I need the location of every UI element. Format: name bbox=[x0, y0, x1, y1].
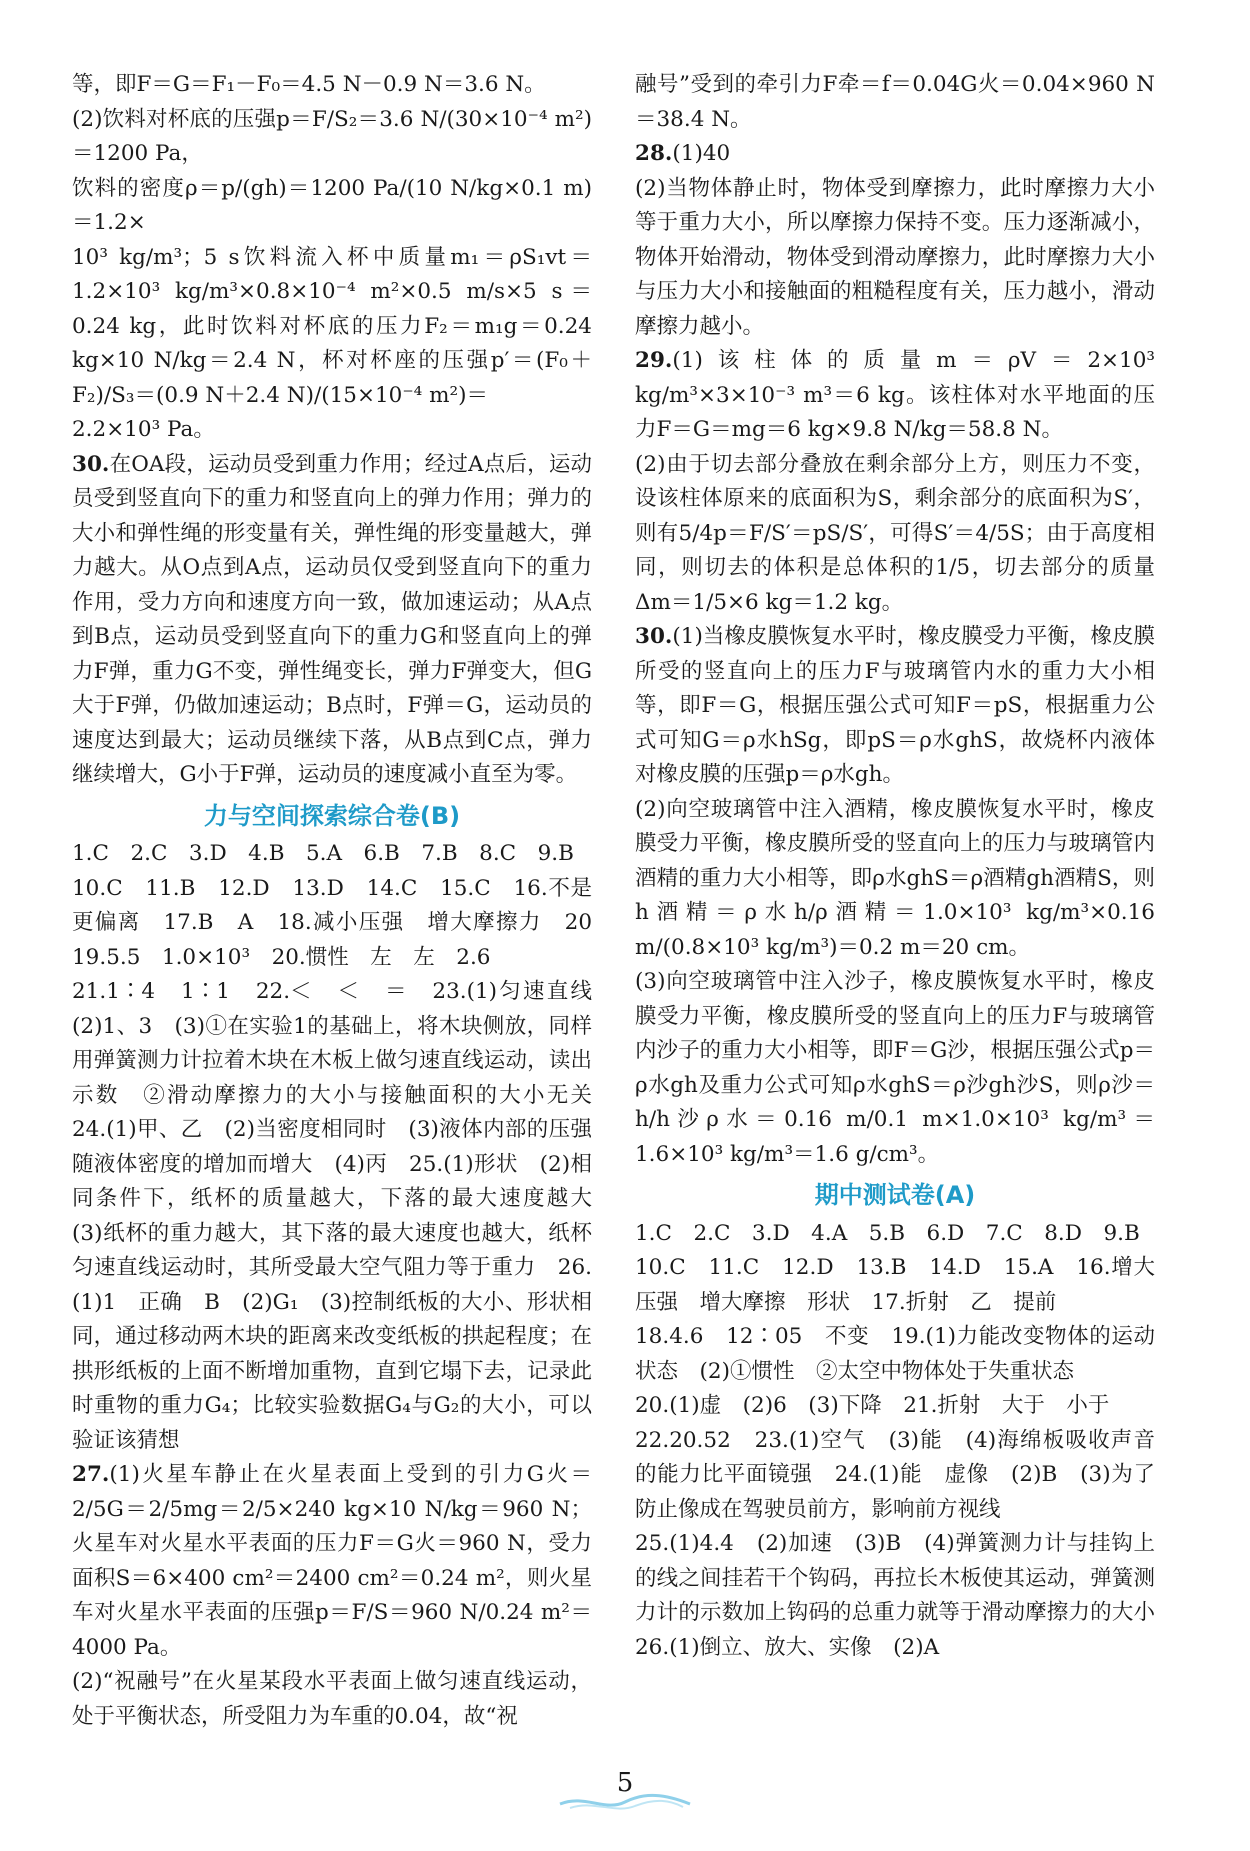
left-para-10 bbox=[72, 1458, 592, 1665]
right-para-7: (3)向空玻璃管中注入沙子，橡皮膜恢复水平时，橡皮膜受力平衡，橡皮膜所受的竖直向上的压力F与玻璃管内沙子的重力大小相等，即F＝G沙，根据压强公式p＝ρ水gh及重力公式可知ρ水ghS＝ρ沙gh沙S，则ρ沙＝h/h沙ρ水＝0.16 m/0.1 m×1.0×10³ kg/m³＝1.6×10³ kg/m³＝1.6 g/cm³。 bbox=[635, 969, 1155, 1167]
right-para-13: 22.20.52 23.(1)空气 (3)能 (4)海绵板吸收声音的能力比平面镜强 24.(1)能 虚像 (2)B (3)为了防止像成在驾驶员前方，影响前方视线 bbox=[635, 1427, 1155, 1522]
question-number: 29. bbox=[635, 348, 673, 373]
right-para-9: 1.C 2.C 3.D 4.A 5.B 6.D 7.C 8.D 9.B bbox=[635, 1220, 1140, 1246]
answer-text: (1)当橡皮膜恢复水平时，橡皮膜受力平衡，橡皮膜所受的竖直向上的压力F与玻璃管内水的重力大小相等，即F＝G，根据压强公式可知F＝pS，根据重力公式可知G＝ρ水hSg，即pS＝ρ水ghS，故烧杯内液体对橡皮膜的压强p＝ρ水gh。 bbox=[635, 624, 1155, 787]
right-para-12: 20.(1)虚 (2)6 (3)下降 21.折射 大于 小于 bbox=[635, 1393, 1110, 1418]
left-para-8: 10.C 11.B 12.D 13.D 14.C 15.C 16.不是 更偏离 17.B A 18.减小压强 增大摩擦力 20 19.5.5 1.0×10³ 20.惯性 左 左 2.6 bbox=[72, 875, 614, 970]
section-heading: 力与空间探索综合卷(B) bbox=[203, 801, 461, 830]
left-para-7: 1.C 2.C 3.D 4.B 5.A 6.B 7.B 8.C 9.B bbox=[72, 841, 574, 866]
answer-text: (1)40 bbox=[672, 141, 731, 166]
left-para-3: 10³ kg/m³；5 s饮料流入杯中质量m₁＝ρS₁vt＝1.2×10³ kg/m³×0.8×10⁻⁴ m²×0.5 m/s×5 s＝0.24 kg，此时饮料对杯底的压力F₂＝m₁g＝0.24 kg×10 N/kg＝2.4 N，杯对杯座的压强p′＝(F₀＋F₂)/S₃＝(0.9 N＋2.4 N)/(15×10⁻⁴ m²)＝ bbox=[72, 244, 592, 408]
page-number bbox=[585, 1762, 665, 1814]
question-number: 30. bbox=[72, 451, 110, 477]
left-para-5 bbox=[72, 448, 592, 793]
page-number-text: 5 bbox=[616, 1768, 634, 1798]
right-para-2: (2)当物体静止时，物体受到摩擦力，此时摩擦力大小等于重力大小，所以摩擦力保持不变。压力逐渐减小，物体开始滑动，物体受到滑动摩擦力，此时摩擦力大小与压力大小和接触面的粗糙程度有关，压力越小，滑动摩擦力越小。 bbox=[635, 175, 1155, 339]
right-column bbox=[635, 68, 1177, 1665]
right-para-3 bbox=[635, 344, 1155, 448]
answer-text: (1)火星车静止在火星表面上受到的引力G火＝2/5G＝2/5mg＝2/5×240 kg×10 N/kg＝960 N；火星车对火星水平表面的压力F＝G火＝960 N，受力面积S＝6×400 cm²＝2400 cm²＝0.24 m²，则火星车对火星水平表面的压强p＝F/S＝960 N/0.24 m²＝4000 Pa。 bbox=[72, 1462, 592, 1660]
right-para-6: (2)向空玻璃管中注入酒精，橡皮膜恢复水平时，橡皮膜受力平衡，橡皮膜所受的竖直向上的压力与玻璃管内酒精的重力大小相等，即ρ水ghS＝ρ酒精gh酒精S，则h酒精＝ρ水h/ρ酒精＝1.0×10³ kg/m³×0.16 m/(0.8×10³ kg/m³)＝0.2 m＝20 cm。 bbox=[635, 796, 1155, 960]
right-para-11: 18.4.6 12∶05 不变 19.(1)力能改变物体的运动状态 (2)①惯性 ②太空中物体处于失重状态 bbox=[635, 1324, 1155, 1384]
left-para-2: 饮料的密度ρ＝p/(gh)＝1200 Pa/(10 N/kg×0.1 m)＝1.2× bbox=[72, 175, 592, 235]
question-number: 28. bbox=[635, 141, 673, 166]
question-number: 30. bbox=[635, 624, 673, 649]
answer-text: (1)该柱体的质量m＝ρV＝2×10³ kg/m³×3×10⁻³ m³＝6 kg。该柱体对水平地面的压力F＝G＝mg＝6 kg×9.8 N/kg＝58.8 N。 bbox=[635, 348, 1155, 442]
left-para-0: 等，即F＝G＝F₁－F₀＝4.5 N－0.9 N＝3.6 N。 bbox=[72, 72, 546, 97]
right-para-1 bbox=[635, 137, 1155, 172]
right-para-4: (2)由于切去部分叠放在剩余部分上方，则压力不变，设该柱体原来的底面积为S，剩余部分的底面积为S′，则有5/4p＝F/S′＝pS/S′，可得S′＝4/5S；由于高度相同，则切去的体积是总体积的1/5，切去部分的质量Δm＝1/5×6 kg＝1.2 kg。 bbox=[635, 451, 1155, 615]
question-number: 27. bbox=[72, 1462, 110, 1487]
left-para-11: (2)“祝融号”在火星某段水平表面上做匀速直线运动，处于平衡状态，所受阻力为车重的0.04，故“祝 bbox=[72, 1669, 592, 1729]
right-para-5 bbox=[635, 620, 1155, 793]
right-para-10: 10.C 11.C 12.D 13.B 14.D 15.A 16.增大压强 增大摩擦 形状 17.折射 乙 提前 bbox=[635, 1255, 1155, 1315]
answer-text: 在OA段，运动员受到重力作用；经过A点后，运动员受到竖直向下的重力和竖直向上的弹力作用；弹力的大小和弹性绳的形变量有关，弹性绳的形变量越大，弹力越大。从O点到A点，运动员仅受到竖直向下的重力作用，受力方向和速度方向一致，做加速运动；从A点到B点，运动员受到竖直向下的重力G和竖直向上的弹力F弹，重力G不变，弹性绳变长，弹力F弹变大，但G大于F弹，仍做加速运动；B点时，F弹＝G，运动员的速度达到最大；运动员继续下落，从B点到C点，弹力继续增大，G小于F弹，运动员的速度减小直至为零。 bbox=[72, 451, 592, 787]
right-para-0: 融号”受到的牵引力F牵＝f＝0.04G火＝0.04×960 N＝38.4 N。 bbox=[635, 72, 1155, 132]
left-para-1: (2)饮料对杯底的压强p＝F/S₂＝3.6 N/(30×10⁻⁴ m²)＝1200 Pa， bbox=[72, 106, 592, 166]
left-column bbox=[72, 68, 614, 1734]
left-para-9: 21.1∶4 1∶1 22.＜ ＜ ＝ 23.(1)匀速直线 (2)1、3 (3)①在实验1的基础上，将木块侧放，同样用弹簧测力计拉着木块在木板上做匀速直线运动，读出示数 ②滑动摩擦力的大小与接触面积的大小无关 24.(1)甲、乙 (2)当密度相同时 (3)液体内部的压强随液体密度的增加而增大 (4)丙 25.(1)形状 (2)相同条件下，纸杯的质量越大，下落的最大速度越大 (3)纸杯的重力越大，其下落的最大速度也越大，纸杯匀速直线运动时，其所受最大空气阻力等于重力 26.(1)1 正确 B (2)G₁ (3)控制纸板的大小、形状相同，通过移动两木块的距离来改变纸板的拱起程度；在拱形纸板的上面不断增加重物，直到它塌下去，记录此时重物的重力G₄；比较实验数据G₄与G₂的大小，可以验证该猜想 bbox=[72, 979, 614, 1453]
left-para-4: 2.2×10³ Pa。 bbox=[72, 417, 215, 442]
section-heading: 期中测试卷(A) bbox=[814, 1181, 976, 1209]
right-para-14: 25.(1)4.4 (2)加速 (3)B (4)弹簧测力计与挂钩上的线之间挂若干个钩码，再拉长木板使其运动，弹簧测力计的示数加上钩码的总重力就等于滑动摩擦力的大小 26.(1)倒立、放大、实像 (2)A bbox=[635, 1531, 1177, 1660]
